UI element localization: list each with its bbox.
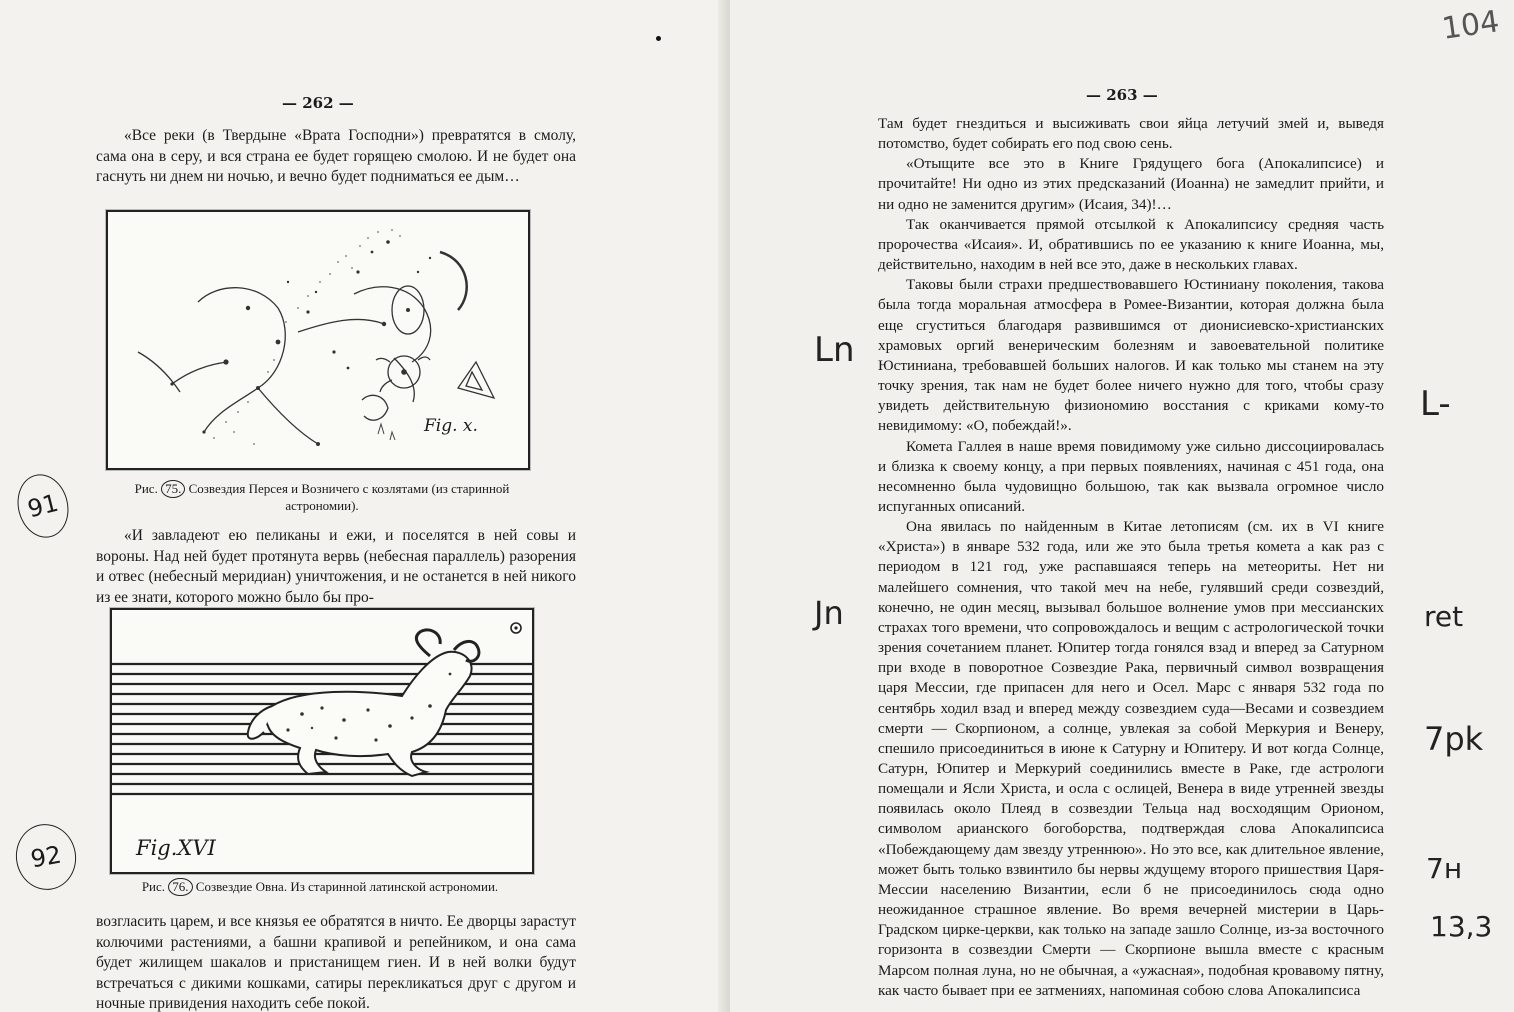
paragraph: «Отыщите все это в Книге Грядущего бога (Апокалипсисе) и прочитайте! Ни одно из этих предсказаний (Иоанна) не замедлит прийти, и ни одно не заменится другим» (Исаия, 34)!… <box>878 155 1384 213</box>
page-number-263: — 263 — <box>1086 86 1158 104</box>
right-page <box>730 0 1514 1012</box>
margin-note-91: 91 <box>11 469 75 543</box>
margin-note-ret: ret <box>1424 600 1464 633</box>
page-number-262: — 262 — <box>282 94 354 112</box>
margin-note-jn: Jn <box>814 594 844 632</box>
caption-text: Созвездия Персея и Возничего с козлятами (из старинной астрономии). <box>188 481 510 513</box>
caption-text: Созвездие Овна. Из старинной латинской астрономии. <box>195 879 499 894</box>
caption-prefix: Рис. <box>134 481 158 496</box>
left-text-top <box>96 126 576 188</box>
figure-aries-label: Fig.XVI <box>136 836 216 860</box>
margin-note-7pk: 7pk <box>1424 720 1484 758</box>
paragraph: Комета Галлея в наше время повидимому уже сильно диссоциировалась и близка к своему концу, а при первых появлениях, начиная с 451 года, она несомненно была чудовищно большою, так как вызвала огромное число испуганных описаний. <box>878 437 1384 515</box>
margin-note-92: 92 <box>11 819 82 894</box>
paragraph: «И завладеют ею пеликаны и ежи, и поселятся в ней совы и вороны. Над ней будет протянута вервь (небесная параллель) разорения и отвес (небесный меридиан) уничтожения, и не останется в ней никого из ее знати, которого можно было бы про- <box>96 527 576 606</box>
figure-aries <box>110 608 534 874</box>
figure-aries-caption <box>100 878 540 896</box>
figure-perseus-label: Fig. x. <box>424 416 478 436</box>
left-text-middle <box>96 526 576 608</box>
paragraph: Так оканчивается прямой отсылкой к Апокалипсису средняя часть пророчества «Исаия». И, обратившись по ее указанию к книге Иоанна, мы, действительно, находим в ней все это, даже в нескольких главах. <box>878 215 1384 274</box>
right-text <box>878 114 1384 1001</box>
margin-note-13: 13,3 <box>1430 910 1493 943</box>
aries-illustration <box>112 610 532 872</box>
paragraph: «Все реки (в Твердыне «Врата Господни») превратятся в смолу, сама она в серу, и вся страна ее будет горящею смолою. И не будет она гаснуть ни днем ни ночью, и вечно будет подниматься ее дым… <box>96 127 576 186</box>
left-page <box>0 0 730 1012</box>
figure-perseus-caption <box>112 480 532 514</box>
paragraph: возгласить царем, и все князья ее обратятся в ничто. Ее дворцы зарастут колючими растениями, а башни крапивой и репейником, и она сама будет жилищем шакалов и пристанищем гиен. И в ней волки будут встречаться с дикими кошками, сатиры перекликаться друг с другом и ночные привидения находить себе покой. <box>96 913 576 1012</box>
paragraph: Она явилась по найденным в Китае летописям (см. их в VI книге «Христа») в январе 532 года, или же это была третья комета а как раз с периодом в 121 год, уже распавшаяся теперь на метеориты. Нет ни малейшего сомнения, что такой меч на небе, гулявший среди созвездий, конечно, не один месяц, вызывал большое волнение умов при мессианских страхах того времени, что сопровождалось и вещим с астрологической точки зрения сочетанием планет. Юпитер тогда гонялся взад и вперед за Сатурном при входе в поворотное Созвездие Рака, первичный символ возвращения царя Мессии, где припасен для него и Осел. Марс с января 532 года по сентябрь ходил взад и вперед между созвездием суда—Весами и созвездием смерти — Скорпионом, а солнце, увлекая за собой Меркурия и Венеру, спешило присоединиться в июне к Сатурну и Юпитеру. И вот когда Солнце, Сатурн, Юпитер и Меркурий соединились вместе в Раке, где астрологи помещали и Ясли Христа, и осла с ослицей, Венера в виде утренней звезды появилась около Плеяд в созвездии Тельца над восходящим Орионом, символом арианского богоборства, подтверждая слова Апокалипсиса «Побеждающему дам звезду утреннюю». Но это все, как длительное явление, может быть только взвинтило бы нервы ждущему второго пришествия Царя-Мессии населению Византии, если б не присоединилось сюда одно неожиданное страшное явление. Во время вечерней мистерии в Царь-Градском цирке-церкви, как только на западе зашло Солнце, из-за восточного горизонта в созвездии Смерти — Скорпионе вышла вместе с красным Марсом полная луна, но не обычная, а «ужасная», подобная кровавому пятну, как часто бывает при ее затмениях, напоминая собою слова Апокалипсиса <box>878 518 1384 999</box>
ink-dot <box>656 36 661 41</box>
margin-note-corner: 104 <box>1439 4 1502 47</box>
margin-note-ln: Ln <box>814 330 855 370</box>
margin-note-7n: 7н <box>1426 852 1463 885</box>
caption-prefix: Рис. <box>141 879 166 894</box>
caption-number-circled: 75. <box>161 480 185 498</box>
figure-perseus <box>106 210 530 470</box>
left-text-bottom <box>96 912 576 1012</box>
caption-number-circled: 76. <box>168 878 192 896</box>
margin-note-l: L- <box>1420 384 1451 424</box>
paragraph: Там будет гнездиться и высиживать свои яйца летучий змей и, выведя потомство, будет собирать его под свою сень. <box>878 115 1384 153</box>
paragraph: Таковы были страхи предшествовавшего Юстиниану поколения, такова была тогда моральная атмосфера в Ромее-Византии, которая должна была еще сгуститься благодаря развившимся от дионисиевско-христианских храмовых оргий венерическим болезням и завоевательной политике Юстиниана, требовавшей больших налогов. И как только мы станем на эту точку зрения, так нам не будет более ничего нужно для того, чтобы сразу увидеть действительную физиономию восстания с криками кому-то невидимому: «О, побеждай!». <box>878 276 1384 435</box>
